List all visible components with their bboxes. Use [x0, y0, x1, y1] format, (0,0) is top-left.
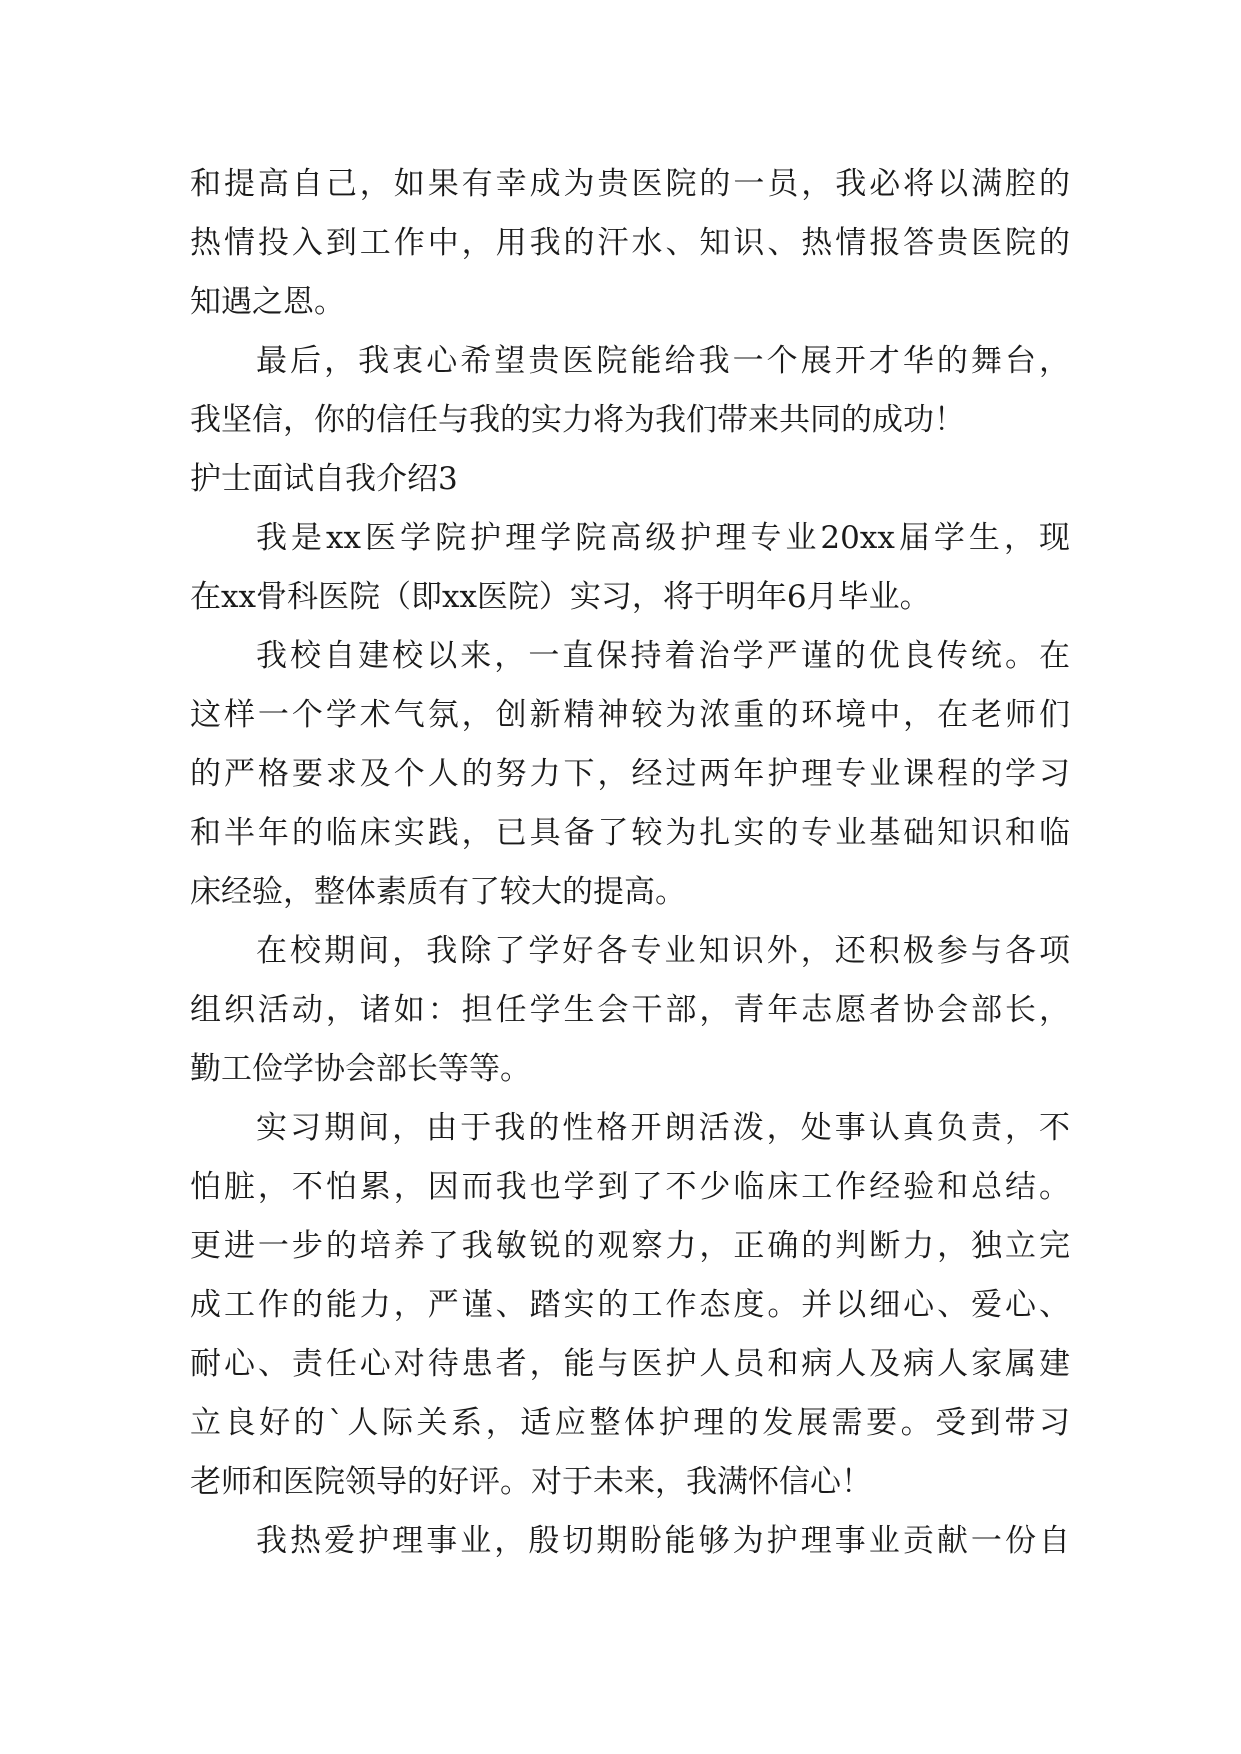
paragraph-first-line: 在校期间，我除了学好各专业知识外，还积极参与各项	[256, 933, 1070, 969]
paragraph-first-line: 最后，我衷心希望贵医院能给我一个展开才华的舞台，	[256, 343, 1070, 379]
text-line: 怕脏，不怕累，因而我也学到了不少临床工作经验和总结。	[190, 1169, 1070, 1205]
text-line: 热情投入到工作中，用我的汗水、知识、热情报答贵医院的	[190, 225, 1070, 261]
document-body	[190, 155, 1070, 1571]
text-line: 老师和医院领导的好评。对于未来，我满怀信心！	[190, 1464, 872, 1500]
paragraph-first-line: 我热爱护理事业，殷切期盼能够为护理事业贡献一份自	[256, 1523, 1070, 1559]
text-line: 这样一个学术气氛，创新精神较为浓重的环境中，在老师们	[190, 697, 1070, 733]
text-line: 知遇之恩。	[190, 284, 345, 320]
text-line: 在xx骨科医院（即xx医院）实习，将于明年6月毕业。	[190, 579, 931, 615]
paragraph-first-line: 实习期间，由于我的性格开朗活泼，处事认真负责，不	[256, 1110, 1070, 1146]
text-line: 我坚信，你的信任与我的实力将为我们带来共同的成功！	[190, 402, 965, 438]
text-line: 成工作的能力，严谨、踏实的工作态度。并以细心、爱心、	[190, 1287, 1070, 1323]
text-line: 勤工俭学协会部长等等。	[190, 1051, 531, 1087]
text-line: 床经验，整体素质有了较大的提高。	[190, 874, 686, 910]
text-line: 耐心、责任心对待患者，能与医护人员和病人及病人家属建	[190, 1346, 1070, 1382]
paragraph-first-line: 我校自建校以来，一直保持着治学严谨的优良传统。在	[256, 638, 1070, 674]
text-line: 的严格要求及个人的努力下，经过两年护理专业课程的学习	[190, 756, 1070, 792]
text-line: 更进一步的培养了我敏锐的观察力，正确的判断力，独立完	[190, 1228, 1070, 1264]
text-line: 和半年的临床实践，已具备了较为扎实的专业基础知识和临	[190, 815, 1070, 851]
text-line: 组织活动，诸如：担任学生会干部，青年志愿者协会部长，	[190, 992, 1070, 1028]
paragraph-first-line: 我是xx医学院护理学院高级护理专业20xx届学生，现	[256, 520, 1070, 556]
text-line: 和提高自己，如果有幸成为贵医院的一员，我必将以满腔的	[190, 166, 1070, 202]
section-heading: 护士面试自我介绍3	[190, 461, 458, 497]
text-line: 立良好的`人际关系，适应整体护理的发展需要。受到带习	[190, 1405, 1070, 1441]
